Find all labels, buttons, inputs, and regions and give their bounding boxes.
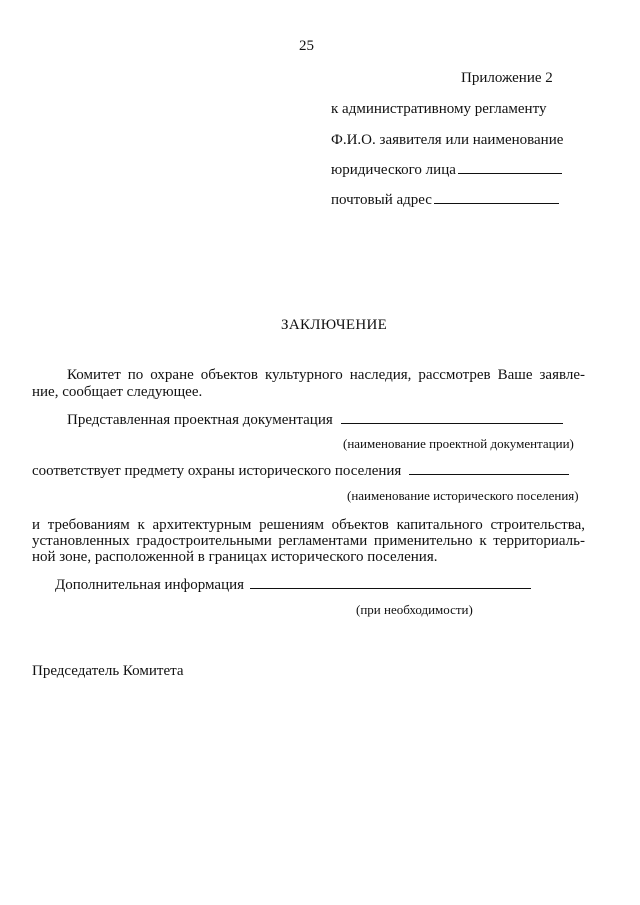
applicant-label: Ф.И.О. заявителя или наименование	[331, 132, 564, 148]
additional-info-row	[55, 576, 531, 594]
corresponds-label: соответствует предмету охраны исторического поселения	[32, 463, 402, 479]
project-docs-blank	[341, 422, 563, 424]
additional-info-blank	[250, 587, 531, 589]
settlement-blank	[409, 473, 569, 475]
intro-line-1: Комитет по охране объектов культурного наследия, рассмотрев Ваше заявле-	[67, 367, 585, 383]
requirements-line-1: и требованиям к архитектурным решениям объектов капитального строительства,	[32, 517, 585, 533]
legal-entity-blank	[458, 172, 562, 174]
settlement-caption: (наименование исторического поселения)	[347, 488, 579, 503]
document-title: ЗАКЛЮЧЕНИЕ	[281, 317, 388, 333]
requirements-line-2: установленных градостроительными регламентами применительно к территориаль-	[32, 533, 585, 549]
additional-info-caption: (при необходимости)	[356, 602, 473, 617]
project-docs-label: Представленная проектная документация	[67, 412, 333, 428]
legal-entity-label: юридического лица	[331, 162, 456, 178]
appendix-label: Приложение 2	[461, 70, 553, 86]
postal-address-row	[331, 191, 559, 209]
additional-info-label: Дополнительная информация	[55, 577, 245, 593]
postal-address-blank	[434, 202, 559, 204]
project-docs-row	[67, 411, 563, 429]
project-docs-caption: (наименование проектной документации)	[343, 436, 574, 451]
chairman-signature-label: Председатель Комитета	[32, 663, 184, 679]
corresponds-row	[32, 462, 569, 480]
intro-line-2: ние, сообщает следующее.	[32, 384, 203, 400]
page-number: 25	[299, 38, 314, 54]
postal-address-label: почтовый адрес	[331, 192, 432, 208]
legal-entity-row	[331, 161, 562, 179]
requirements-line-3: ной зоне, расположенной в границах исторического поселения.	[32, 549, 438, 565]
regulation-label: к административному регламенту	[331, 101, 547, 117]
